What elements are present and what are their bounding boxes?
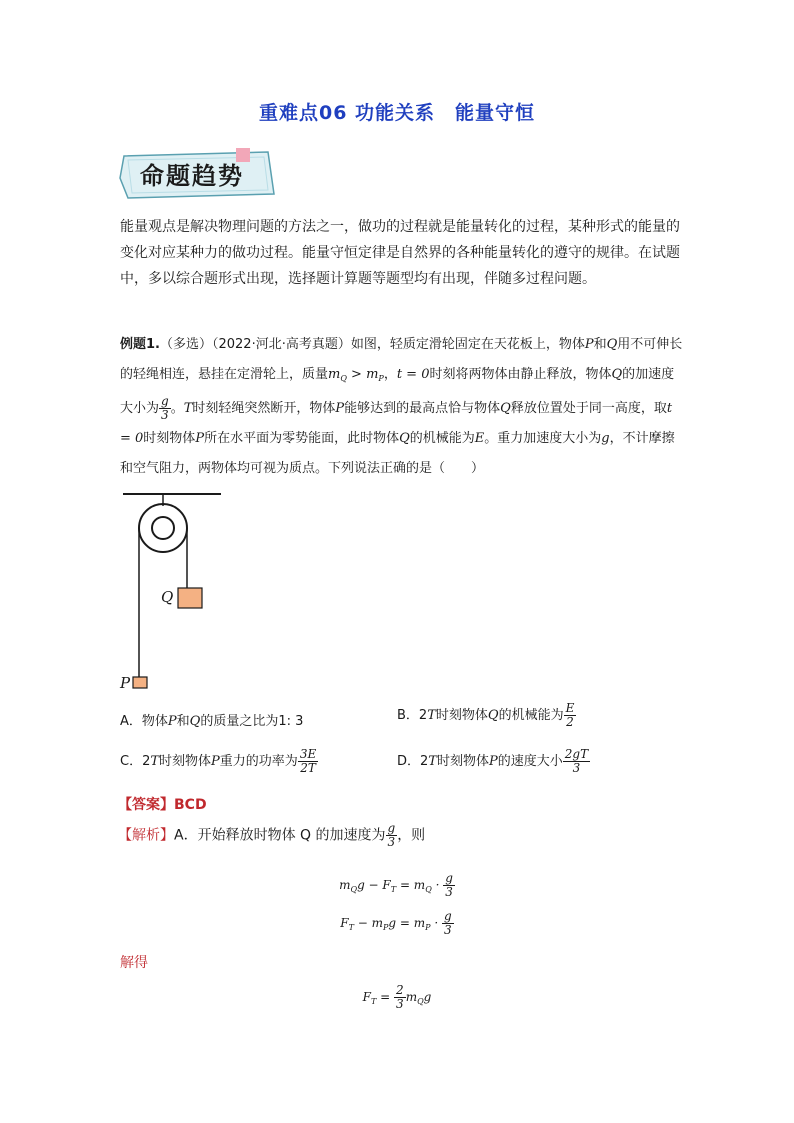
example-label: 例题1. <box>120 337 160 352</box>
option-d[interactable]: D．2T时刻物体P的速度大小 $\frac{2gT}{3}$ <box>397 747 589 775</box>
label-p: P <box>120 674 131 692</box>
equation-1: $m_Qg - F_T = m_Q$ · $\frac{g}{3}$ <box>339 871 453 899</box>
intro-paragraph: 能量观点是解决物理问题的方法之一，做功的过程就是能量转化的过程，某种形式的能量的变化对应某种力的做功过程。能量守恒定律是自然界的各种能量转化的遵守的规律。在试题中，多以综合题形式出现，选择题计算题等题型均有出现，伴随多过程问题。 <box>120 219 680 287</box>
analysis-line: 【解析】A．开始释放时物体 Q 的加速度为 $\frac{g}{3}$ ，则 <box>118 821 426 849</box>
page-title: 重难点06 功能关系 能量守恒 <box>258 102 536 124</box>
block-q <box>178 588 202 608</box>
equation-2: $F_T - m_Pg = m_P$ · $\frac{g}{3}$ <box>340 909 452 937</box>
example-question: 例题1.（多选）（2022·河北·高考真题）如图，轻质定滑轮固定在天花板上，物体P和Q用不可伸长的轻绳相连，悬挂在定滑轮上，质量$m_Q > m_P$，t = 0时刻将两物体由静止释放，物体Q的加速度大小为 $\frac{g}{3}$ 。T时刻轻绳突然断开，物体P能够达到的最高点恰与物体Q释放位置处于同一高度，取t = 0时刻物体P所在水平面为零势能面，此时物体Q的机械能为E。重力加速度大小为g，不计摩擦和空气阻力，两物体均可视为质点。下列说法正确的是（ ） <box>120 337 683 476</box>
block-p <box>133 677 147 688</box>
pulley-wheel <box>139 504 187 552</box>
option-c[interactable]: C．2T时刻物体P重力的功率为 $\frac{3E}{2T}$ <box>120 747 317 775</box>
answer-line: 【答案】BCD <box>118 797 207 813</box>
equation-3: $F_T$ = $\frac{2}{3}$ $m_Qg$ <box>362 983 432 1011</box>
section-badge-label: 命题趋势 <box>140 161 244 190</box>
label-q: Q <box>161 588 174 606</box>
option-a[interactable]: A．物体P和Q的质量之比为1: 3 <box>120 714 304 729</box>
solve-label: 解得 <box>120 955 148 971</box>
option-b[interactable]: B．2T时刻物体Q的机械能为 $\frac{E}{2}$ <box>397 701 575 729</box>
